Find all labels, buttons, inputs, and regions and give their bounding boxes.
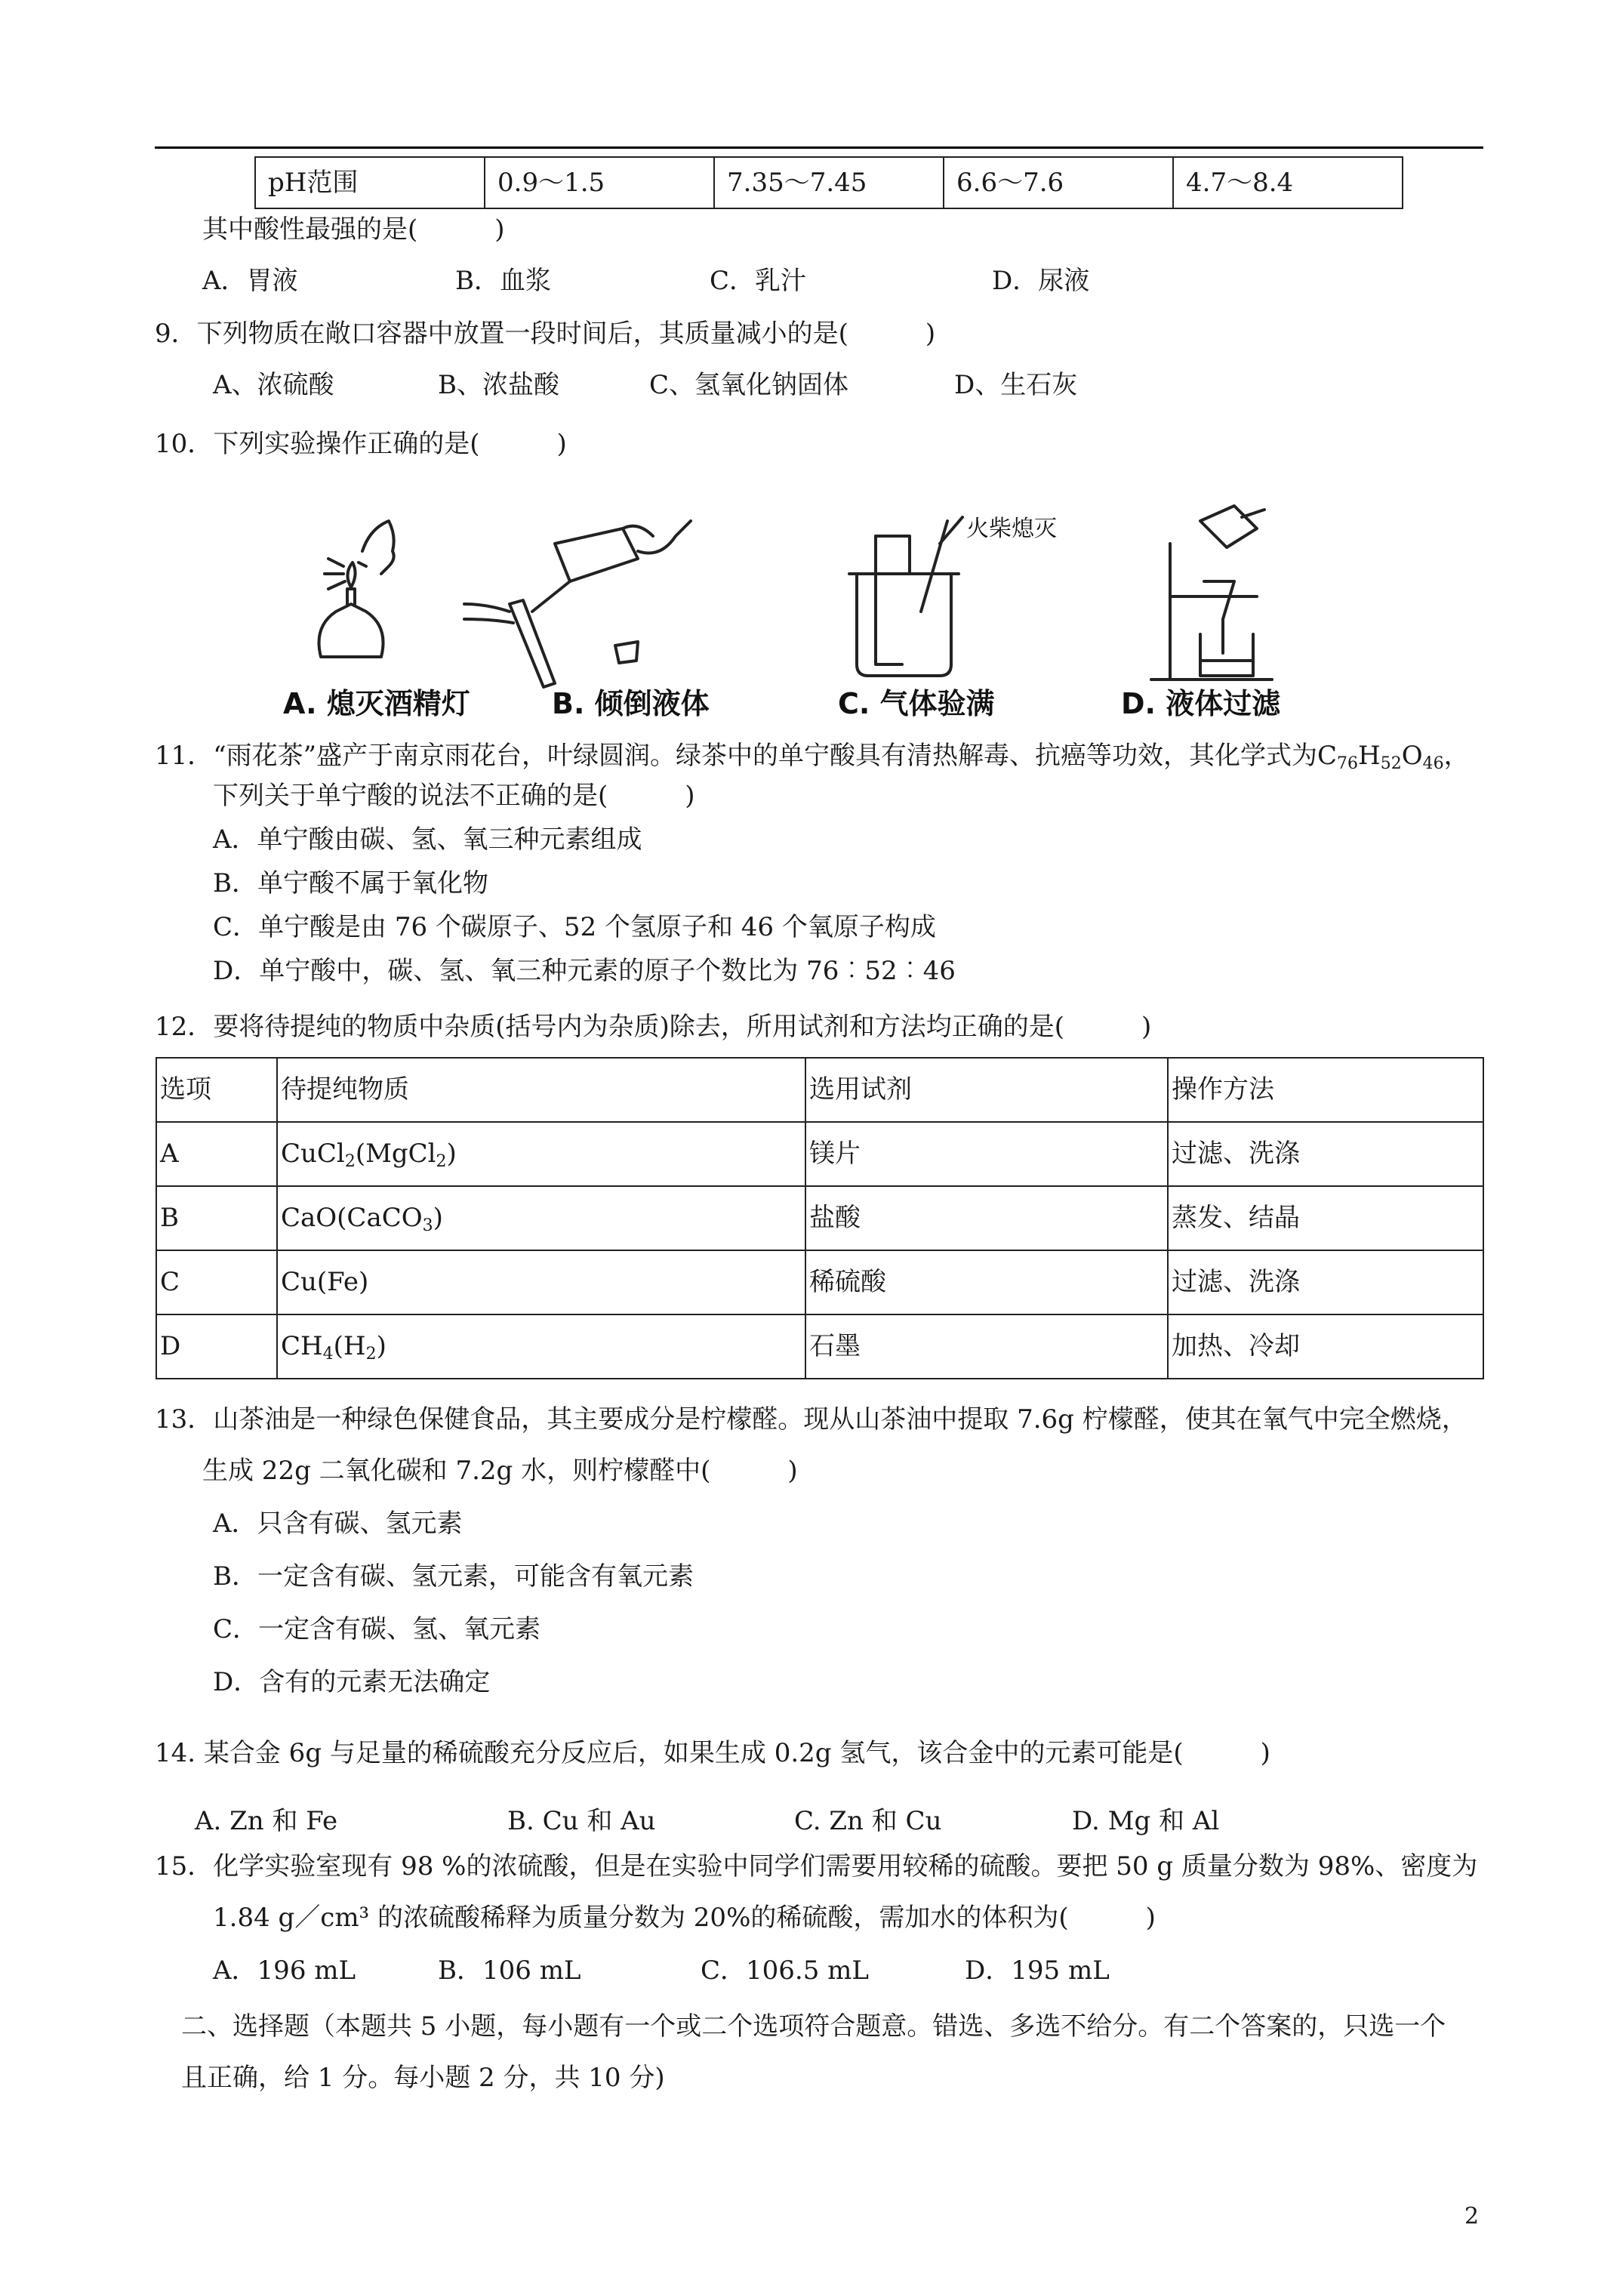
caption-a: A. 熄灭酒精灯 bbox=[283, 687, 470, 720]
q11-option-a: A．单宁酸由碳、氢、氧三种元素组成 bbox=[213, 824, 642, 855]
q11-stem-line1 bbox=[155, 741, 1470, 772]
option-cell: A bbox=[156, 1122, 277, 1186]
q14-option-b: B. Cu 和 Au bbox=[507, 1806, 656, 1836]
formula-c: C bbox=[1317, 741, 1338, 771]
header-rule bbox=[155, 146, 1483, 149]
section2-line1: 二、选择题（本题共 5 小题，每小题有一个或二个选项符合题意。错选、多选不给分。有二个答案的，只选一个 bbox=[181, 2011, 1446, 2042]
formula-h-subscript: 52 bbox=[1380, 754, 1402, 773]
q11-stem-comma: ， bbox=[1443, 741, 1470, 771]
q15-option-b: B．106 mL bbox=[438, 1955, 581, 1986]
q14-stem: 14. 某合金 6g 与足量的稀硫酸充分反应后，如果生成 0.2g 氢气，该合金中的元素可能是( ) bbox=[155, 1738, 1270, 1768]
method-cell: 过滤、洗涤 bbox=[1168, 1250, 1483, 1314]
q14-option-c: C. Zn 和 Cu bbox=[794, 1806, 942, 1836]
ph-value-cell: 4.7～8.4 bbox=[1173, 157, 1403, 208]
lab-operations-figure bbox=[283, 491, 1347, 725]
q15-stem-line2: 1.84 g／cm³ 的浓硫酸稀释为质量分数为 20%的稀硫酸，需加水的体积为( ) bbox=[213, 1903, 1156, 1933]
q15-option-a: A．196 mL bbox=[213, 1955, 356, 1986]
q15-option-c: C．106.5 mL bbox=[701, 1955, 869, 1986]
q11-option-d: D．单宁酸中，碳、氢、氧三种元素的原子个数比为 76︰52︰46 bbox=[213, 956, 956, 986]
ph-value-cell: 6.6～7.6 bbox=[944, 157, 1173, 208]
q8-option-d: D．尿液 bbox=[992, 266, 1090, 296]
reagent-cell: 盐酸 bbox=[805, 1186, 1168, 1250]
substance-cell: Cu(Fe) bbox=[277, 1250, 805, 1314]
header-cell: 选项 bbox=[156, 1058, 277, 1122]
filtration-illustration bbox=[1151, 506, 1272, 680]
pouring-liquid-illustration bbox=[464, 521, 691, 687]
q9-stem: 9．下列物质在敞口容器中放置一段时间后，其质量减小的是( ) bbox=[155, 319, 936, 349]
q11-option-c: C．单宁酸是由 76 个碳原子、52 个氢原子和 46 个氧原子构成 bbox=[213, 912, 936, 942]
ph-value-cell: 7.35～7.45 bbox=[714, 157, 944, 208]
q9-option-a: A、浓硫酸 bbox=[213, 370, 334, 400]
table-header-row bbox=[156, 1058, 1483, 1122]
substance-cell: CaO(CaCO$_3$) bbox=[277, 1186, 805, 1250]
q11-stem-text: 11．“雨花茶”盛产于南京雨花台，叶绿圆润。绿茶中的单宁酸具有清热解毒、抗癌等功效，其化学式为 bbox=[155, 741, 1318, 771]
header-cell: 待提纯物质 bbox=[277, 1058, 805, 1122]
q15-stem-line1: 15．化学实验室现有 98 %的浓硫酸，但是在实验中同学们需要用较稀的硫酸。要把 50 g 质量分数为 98%、密度为 bbox=[155, 1851, 1478, 1881]
q9-option-d: D、生石灰 bbox=[954, 370, 1078, 400]
gas-bottle-illustration bbox=[849, 517, 962, 676]
reagent-cell: 镁片 bbox=[805, 1122, 1168, 1186]
table-row bbox=[156, 1314, 1483, 1379]
formula-h: H bbox=[1358, 741, 1381, 771]
header-cell: 选用试剂 bbox=[805, 1058, 1168, 1122]
q14-option-a: A. Zn 和 Fe bbox=[195, 1806, 338, 1836]
q13-option-d: D．含有的元素无法确定 bbox=[213, 1667, 491, 1697]
formula-o-subscript: 46 bbox=[1422, 754, 1444, 773]
q9-option-b: B、浓盐酸 bbox=[438, 370, 559, 400]
q14-option-d: D. Mg 和 Al bbox=[1072, 1806, 1220, 1836]
substance-cell: $CH_4(H_2)$ bbox=[277, 1314, 805, 1379]
method-cell: 过滤、洗涤 bbox=[1168, 1122, 1483, 1186]
q10-stem: 10．下列实验操作正确的是( ) bbox=[155, 429, 567, 459]
ph-value-cell: 0.9～1.5 bbox=[485, 157, 714, 208]
q13-option-c: C．一定含有碳、氢、氧元素 bbox=[213, 1614, 541, 1644]
reagent-cell: 石墨 bbox=[805, 1314, 1168, 1379]
q13-option-b: B．一定含有碳、氢元素，可能含有氧元素 bbox=[213, 1561, 694, 1592]
table-row bbox=[255, 157, 1403, 208]
caption-d: D. 液体过滤 bbox=[1121, 687, 1281, 720]
q8-option-a: A．胃液 bbox=[202, 266, 298, 296]
q15-option-d: D．195 mL bbox=[965, 1955, 1110, 1986]
option-cell: B bbox=[156, 1186, 277, 1250]
ph-table bbox=[254, 156, 1403, 209]
formula-c-subscript: 76 bbox=[1337, 754, 1359, 773]
reagent-cell: 稀硫酸 bbox=[805, 1250, 1168, 1314]
caption-c: C. 气体验满 bbox=[838, 687, 995, 720]
q13-stem-line2: 生成 22g 二氧化碳和 7.2g 水，则柠檬醛中( ) bbox=[202, 1456, 798, 1486]
substance-cell: CuCl$_2$(MgCl$_2$) bbox=[277, 1122, 805, 1186]
option-cell: C bbox=[156, 1250, 277, 1314]
table-row bbox=[156, 1186, 1483, 1250]
method-cell: 加热、冷却 bbox=[1168, 1314, 1483, 1379]
q8-option-b: B．血浆 bbox=[455, 266, 551, 296]
section2-line2: 且正确，给 1 分。每小题 2 分，共 10 分) bbox=[181, 2063, 665, 2093]
q11-option-b: B．单宁酸不属于氧化物 bbox=[213, 868, 488, 898]
q13-option-a: A．只含有碳、氢元素 bbox=[213, 1509, 463, 1539]
caption-b: B. 倾倒液体 bbox=[552, 687, 710, 720]
purification-table bbox=[156, 1057, 1484, 1379]
method-cell: 蒸发、结晶 bbox=[1168, 1186, 1483, 1250]
q9-option-c: C、氢氧化钠固体 bbox=[649, 370, 849, 400]
table-row bbox=[156, 1250, 1483, 1314]
q8-option-c: C．乳汁 bbox=[710, 266, 807, 296]
ph-label-cell: pH范围 bbox=[255, 157, 485, 208]
q8-stem: 其中酸性最强的是( ) bbox=[202, 214, 505, 245]
q13-stem-line1: 13．山茶油是一种绿色保健食品，其主要成分是柠檬醛。现从山茶油中提取 7.6g 柠檬醛，使其在氧气中完全燃烧， bbox=[155, 1404, 1467, 1435]
figure-note: 火柴熄灭 bbox=[966, 516, 1057, 542]
q12-stem: 12．要将待提纯的物质中杂质(括号内为杂质)除去，所用试剂和方法均正确的是( ) bbox=[155, 1012, 1152, 1042]
q11-formula bbox=[1317, 741, 1444, 771]
header-cell: 操作方法 bbox=[1168, 1058, 1483, 1122]
alcohol-lamp-illustration bbox=[319, 521, 394, 657]
option-cell: D bbox=[156, 1314, 277, 1379]
q11-stem-line2: 下列关于单宁酸的说法不正确的是( ) bbox=[213, 781, 695, 811]
table-row bbox=[156, 1122, 1483, 1186]
formula-o: O bbox=[1401, 741, 1423, 771]
page-number: 2 bbox=[1464, 2203, 1480, 2230]
